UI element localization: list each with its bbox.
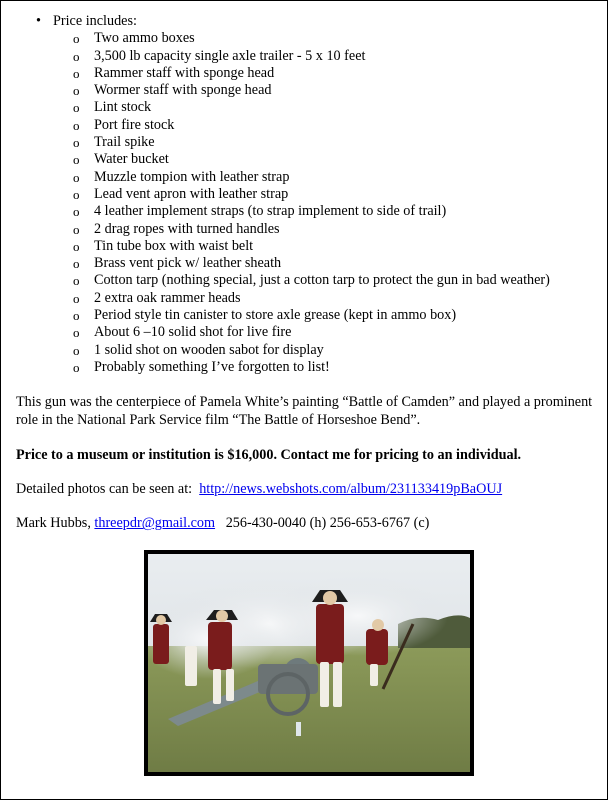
hollow-bullet-icon: o [73,186,80,202]
hollow-bullet-icon: o [73,308,80,324]
price-includes-label: Price includes: [53,13,137,29]
photos-link[interactable]: http://news.webshots.com/album/231133419pBaOUJ [199,481,503,498]
list-item: o 2 drag ropes with turned handles [73,220,280,237]
list-item: o 4 leather implement straps (to strap implement to side of trail) [73,203,447,220]
hollow-bullet-icon: o [73,31,80,47]
hollow-bullet-icon: o [73,256,80,272]
hollow-bullet-icon: o [73,238,80,254]
list-item: o Period style tin canister to store axle grease (kept in ammo box) [73,307,457,324]
list-item: o 2 extra oak rammer heads [73,289,241,306]
list-item: o Port fire stock [73,116,175,133]
hollow-bullet-icon: o [73,221,80,237]
email-link[interactable]: threepdr@gmail.com [94,515,216,532]
hollow-bullet-icon: o [73,273,80,289]
contact-phones: 256-430-0040 (h) 256-653-6767 (c) [225,515,430,532]
list-item: o Water bucket [73,151,169,168]
bullet-icon: • [36,13,41,29]
document-body [16,13,594,533]
list-item: o Lint stock [73,99,152,116]
list-item: o Brass vent pick w/ leather sheath [73,255,282,272]
list-item: o Rammer staff with sponge head [73,64,275,81]
hollow-bullet-icon: o [73,204,80,220]
hollow-bullet-icon: o [73,290,80,306]
list-item: o 3,500 lb capacity single axle trailer - 5 x 10 feet [73,47,366,64]
hollow-bullet-icon: o [73,169,80,185]
cannon-crew-photo-art [148,554,470,772]
list-item: o 1 solid shot on wooden sabot for display [73,341,324,358]
cannon-crew-photo [144,550,474,776]
hollow-bullet-icon: o [73,65,80,81]
included-items-list [16,30,594,376]
list-item: o Lead vent apron with leather strap [73,185,289,202]
list-item: o Two ammo boxes [73,30,195,47]
hollow-bullet-icon: o [73,117,80,133]
hollow-bullet-icon: o [73,83,80,99]
price-statement: Price to a museum or institution is $16,000. Contact me for pricing to an individual. [16,446,522,463]
hollow-bullet-icon: o [73,152,80,168]
list-item: o Wormer staff with sponge head [73,82,272,99]
contact-name: Mark Hubbs, [16,515,91,532]
hollow-bullet-icon: o [73,325,80,341]
list-item: o Muzzle tompion with leather strap [73,168,290,185]
price-includes-heading [16,13,594,30]
list-item: o About 6 –10 solid shot for live fire [73,324,292,341]
photos-line [16,481,594,498]
hollow-bullet-icon: o [73,135,80,151]
photos-label: Detailed photos can be seen at: [16,481,193,498]
list-item: o Tin tube box with waist belt [73,237,254,254]
list-item: o Probably something I’ve forgotten to list! [73,358,330,375]
hollow-bullet-icon: o [73,359,80,375]
hollow-bullet-icon: o [73,342,80,358]
hollow-bullet-icon: o [73,100,80,116]
contact-line [16,515,594,532]
list-item: o Cotton tarp (nothing special, just a cotton tarp to protect the gun in bad weather) [73,272,550,289]
list-item: o Trail spike [73,134,155,151]
hollow-bullet-icon: o [73,48,80,64]
description-paragraph: This gun was the centerpiece of Pamela White’s painting “Battle of Camden” and played a prominent role in the National Park Service film “The Battle of Horseshoe Bend”. [16,394,593,428]
